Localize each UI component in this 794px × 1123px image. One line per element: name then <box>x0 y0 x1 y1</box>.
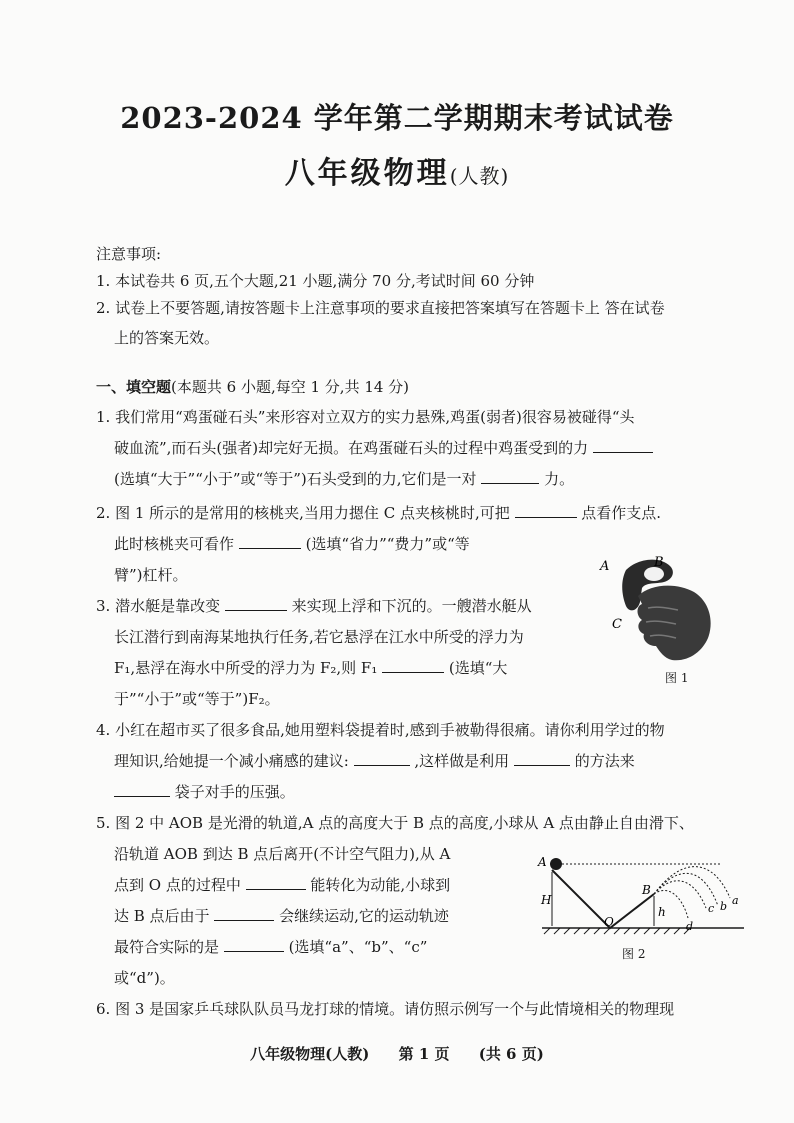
ground-hatching <box>544 928 690 934</box>
fig2-path-a: a <box>732 894 739 907</box>
q5-line-5-text-a: 最符合实际的是 <box>114 938 220 956</box>
section-1-title: 一、填空题 <box>96 378 172 396</box>
note-1: 1. 本试卷共 6 页,五个大题,21 小题,满分 70 分,考试时间 60 分钟 <box>96 272 535 290</box>
q5-line-2: 沿轨道 AOB 到达 B 点后离开(不计空气阻力),从 A <box>114 845 451 863</box>
figure-1-walnut-cracker <box>598 548 718 674</box>
q1-blank-2[interactable] <box>481 469 539 484</box>
fig2-label-h-big: H <box>541 893 552 907</box>
fig2-path-c: c <box>708 902 715 915</box>
fig1-label-b: B <box>654 555 664 570</box>
fig2-path-b: b <box>720 900 728 913</box>
q3-line-1 <box>96 595 532 616</box>
q4-blank-3[interactable] <box>114 782 170 797</box>
q5-line-3 <box>114 874 450 895</box>
trajectory-c <box>654 881 706 908</box>
q5-line-3-text-b: 能转化为动能,小球到 <box>310 876 451 894</box>
q3-line-3-text-b: (选填“大 <box>448 659 508 677</box>
fig2-label-h-small: h <box>658 905 666 919</box>
q4-line-3-text: 袋子对手的压强。 <box>174 783 295 801</box>
q2-blank-1[interactable] <box>515 503 577 518</box>
q3-line-1-text-a: 3. 潜水艇是靠改变 <box>96 597 221 615</box>
q5-line-4-text-b: 会继续运动,它的运动轨迹 <box>279 907 449 925</box>
note-2-line-1: 2. 试卷上不要答题,请按答题卡上注意事项的要求直接把答案填写在答题卡上 答在试卷 <box>96 299 665 317</box>
q4-line-2-text-c: 的方法来 <box>574 752 635 770</box>
section-1-heading <box>96 376 409 397</box>
fig1-label-a: A <box>600 559 610 574</box>
q1-line-3 <box>114 468 574 489</box>
q4-line-2-text-a: 理知识,给她提一个减小痛感的建议: <box>114 752 349 770</box>
q2-line-2 <box>114 533 470 554</box>
footer-page-number: 第 1 页 <box>398 1045 450 1063</box>
q2-line-1-text-b: 点看作支点. <box>581 504 662 522</box>
figure-2-caption: 图 2 <box>622 947 646 961</box>
page-footer <box>0 1043 794 1064</box>
q3-line-3 <box>114 657 507 678</box>
edition-label: (人教) <box>449 164 510 188</box>
q5-line-1: 5. 图 2 中 AOB 是光滑的轨道,A 点的高度大于 B 点的高度,小球从 A 点由静止自由滑下、 <box>96 814 694 832</box>
q4-blank-1[interactable] <box>354 751 410 766</box>
fig2-label-o: O <box>604 915 614 929</box>
fig2-path-d: d <box>686 920 694 933</box>
section-1-desc: (本题共 6 小题,每空 1 分,共 14 分) <box>171 378 410 396</box>
q5-line-6: 或“d”)。 <box>114 969 175 987</box>
q1-blank-1[interactable] <box>593 438 653 453</box>
q4-line-2-text-b: ,这样做是利用 <box>414 752 510 770</box>
ball-shape <box>550 858 562 870</box>
notes-heading: 注意事项: <box>96 245 162 263</box>
q2-blank-2[interactable] <box>239 534 301 549</box>
q3-blank-1[interactable] <box>225 596 287 611</box>
q2-line-2-text-b: (选填“省力”“费力”或“等 <box>305 535 470 553</box>
q3-line-3-text-a: F₁,悬浮在海水中所受的浮力为 F₂,则 F₁ <box>114 659 378 677</box>
footer-subject: 八年级物理(人教) <box>250 1045 370 1063</box>
fig2-label-b: B <box>642 883 651 897</box>
q2-line-3: 臂”)杠杆。 <box>114 566 188 584</box>
q4-line-1: 4. 小红在超市买了很多食品,她用塑料袋提着时,感到手被勒得很痛。请你利用学过的物 <box>96 721 665 739</box>
fig1-label-c: C <box>612 617 622 632</box>
q5-line-4-text-a: 达 B 点后由于 <box>114 907 210 925</box>
q3-line-1-text-b: 来实现上浮和下沉的。一艘潜水艇从 <box>291 597 532 615</box>
exam-title: 2023-2024 学年第二学期期末考试试卷 <box>120 101 674 135</box>
q5-line-4 <box>114 905 449 926</box>
footer-total-pages: (共 6 页) <box>478 1045 544 1063</box>
q2-line-1-text-a: 2. 图 1 所示的是常用的核桃夹,当用力摁住 C 点夹核桃时,可把 <box>96 504 510 522</box>
q6-line-1: 6. 图 3 是国家乒乓球队队员马龙打球的情境。请仿照示例写一个与此情境相关的物理现 <box>96 1000 675 1018</box>
note-2-line-2: 上的答案无效。 <box>114 329 220 347</box>
q3-line-4: 于”“小于”或“等于”)F₂。 <box>114 690 280 708</box>
q5-line-5 <box>114 936 427 957</box>
q4-line-3 <box>114 781 295 802</box>
q2-line-2-text-a: 此时核桃夹可看作 <box>114 535 235 553</box>
q5-line-3-text-a: 点到 O 点的过程中 <box>114 876 241 894</box>
q1-line-3-text-b: 力。 <box>544 470 575 488</box>
q2-line-1 <box>96 502 661 523</box>
q1-line-3-text-a: (选填“大于”“小于”或“等于”)石头受到的力,它们是一对 <box>114 470 477 488</box>
q4-line-2 <box>114 750 635 771</box>
q4-blank-2[interactable] <box>514 751 570 766</box>
q3-line-2: 长江潜行到南海某地执行任务,若它悬浮在江水中所受的浮力为 <box>114 628 524 646</box>
q1-line-1: 1. 我们常用“鸡蛋碰石头”来形容对立双方的实力悬殊,鸡蛋(弱者)很容易被碰得“头 <box>96 408 635 426</box>
q5-blank-1[interactable] <box>246 875 306 890</box>
q1-line-2 <box>114 437 653 458</box>
q5-blank-3[interactable] <box>224 937 284 952</box>
q5-blank-2[interactable] <box>214 906 274 921</box>
q1-line-2-text: 破血流”,而石头(强者)却完好无损。在鸡蛋碰石头的过程中鸡蛋受到的力 <box>114 439 589 457</box>
fig2-label-a: A <box>538 855 547 869</box>
track-aob <box>552 870 654 928</box>
figure-1-caption: 图 1 <box>665 671 689 685</box>
subject-name: 八年级物理 <box>284 156 450 191</box>
figure-2-track <box>534 844 754 944</box>
q3-blank-2[interactable] <box>382 658 444 673</box>
q5-line-5-text-b: (选填“a”、“b”、“c” <box>288 938 428 956</box>
subject-title <box>0 148 794 192</box>
